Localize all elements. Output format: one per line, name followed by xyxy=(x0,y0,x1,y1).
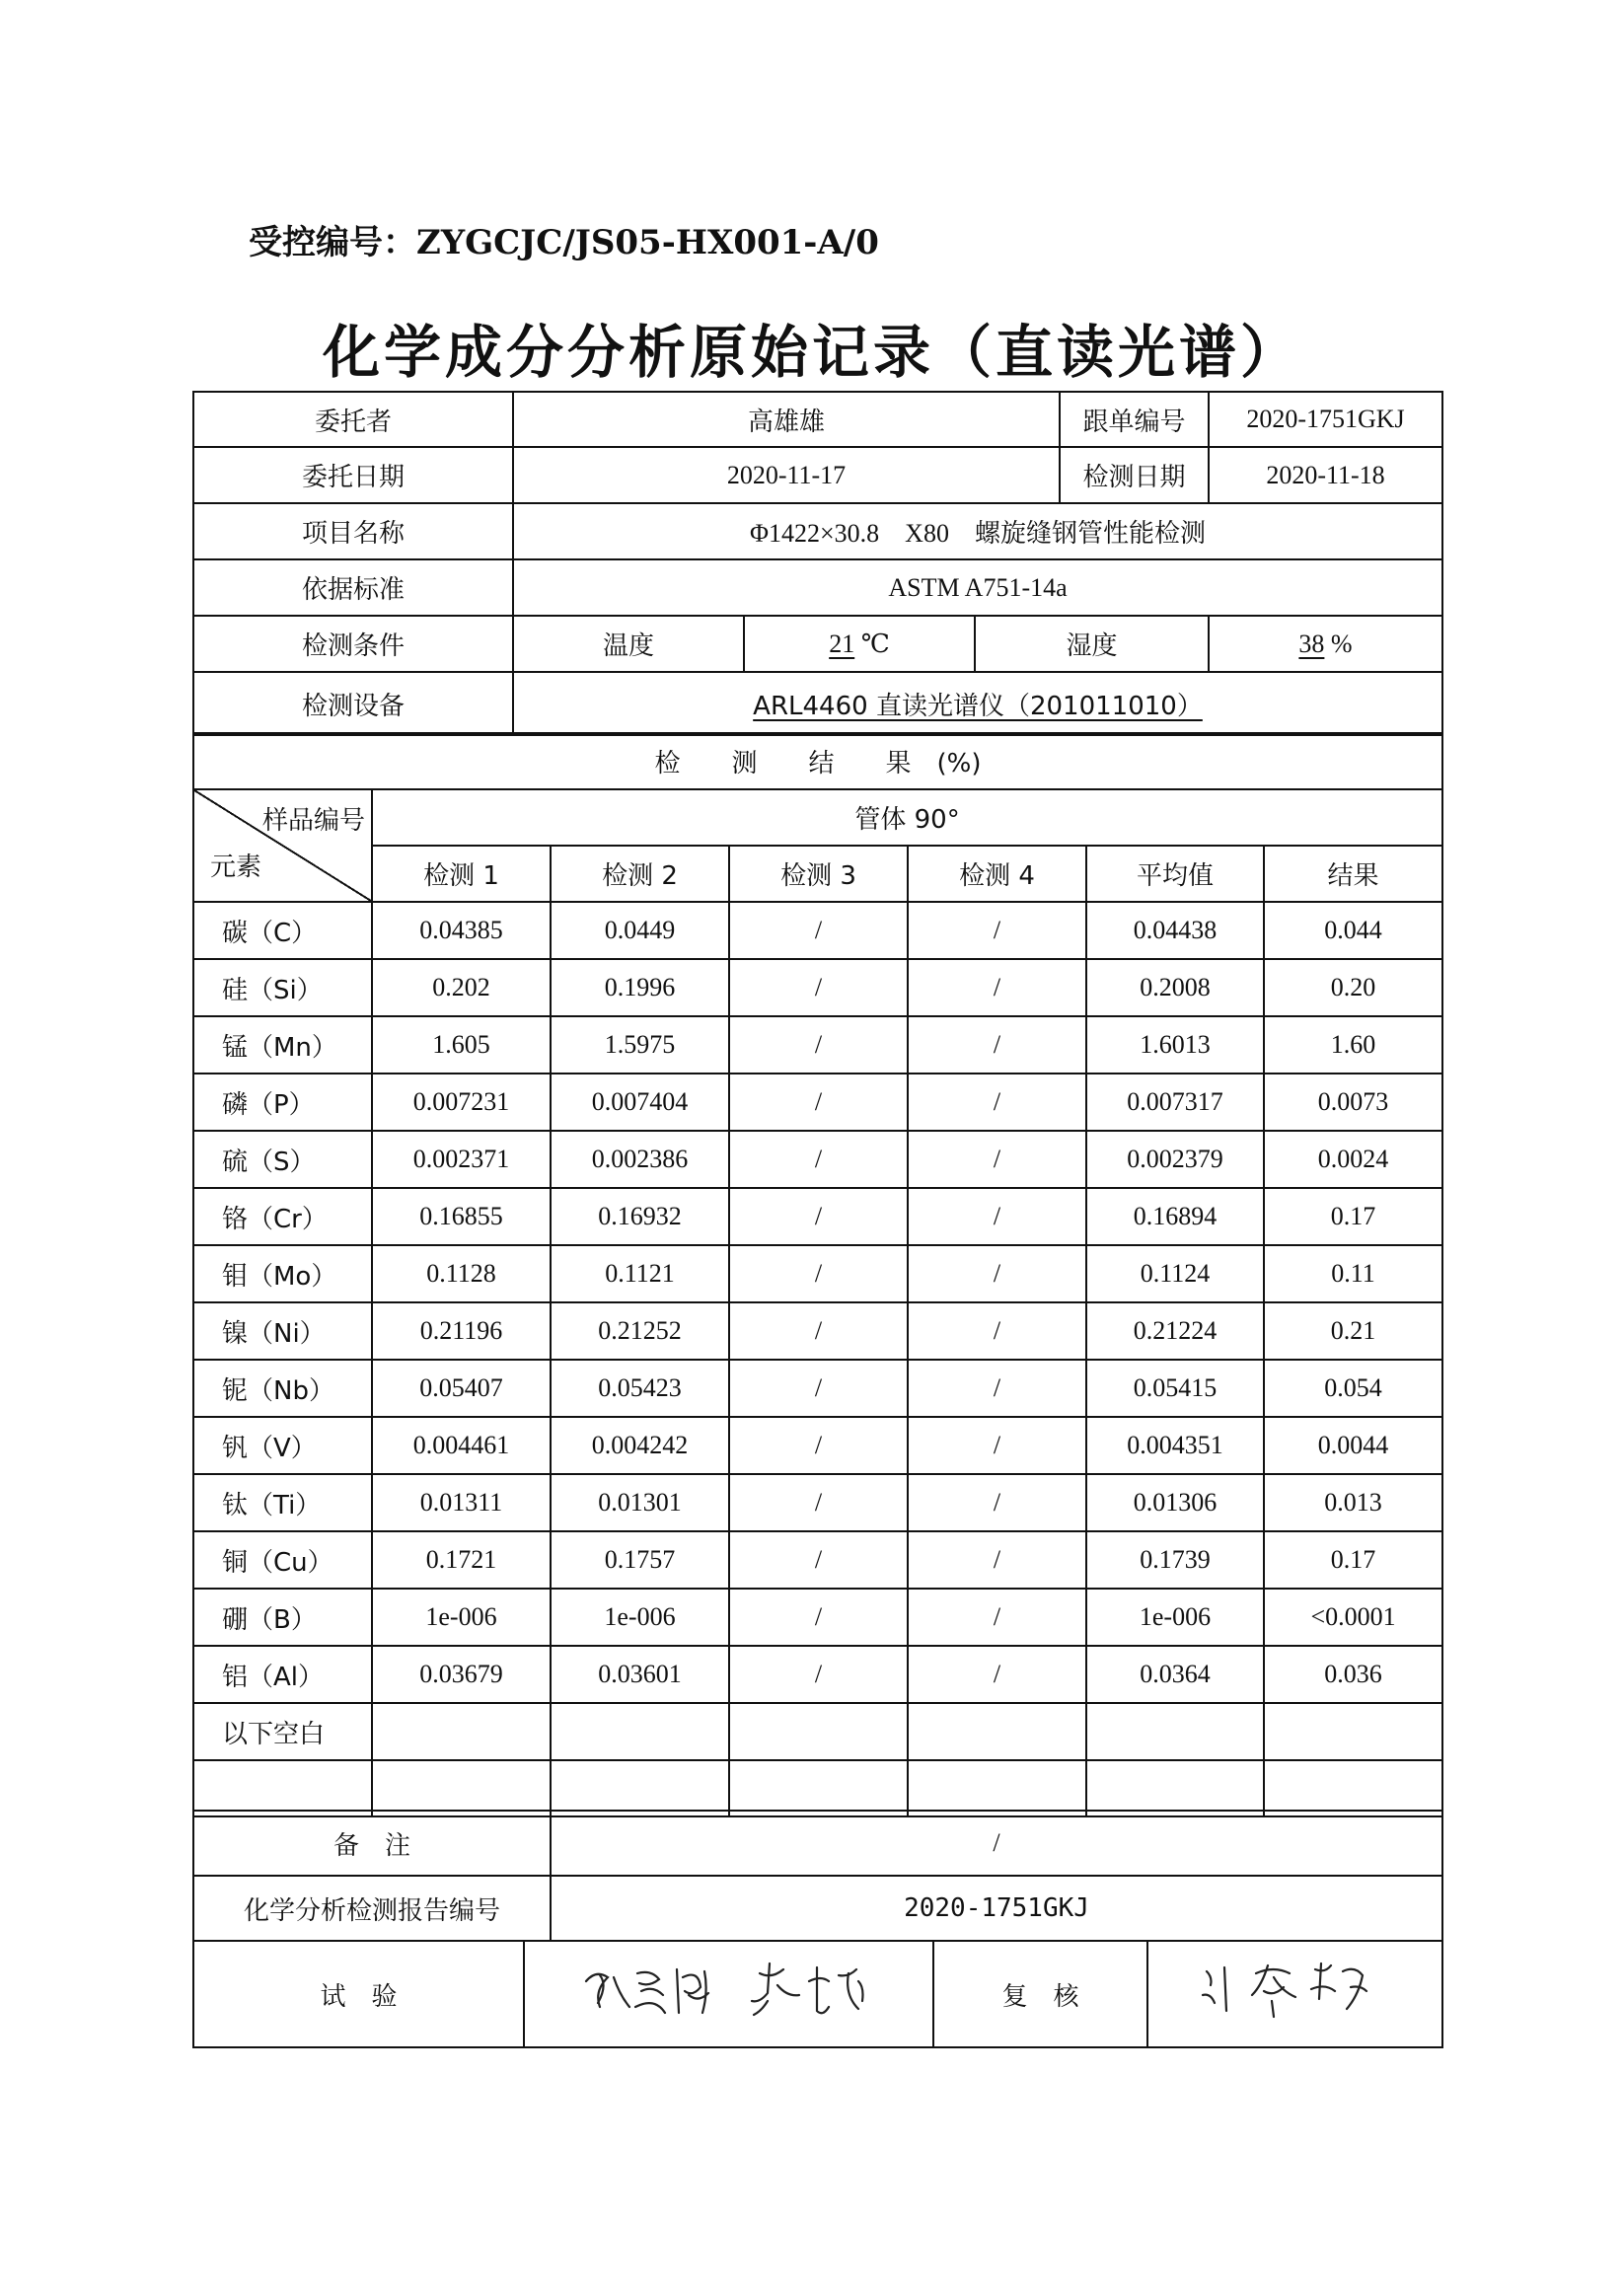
table-row xyxy=(193,1245,1442,1302)
result-cell xyxy=(908,1760,1086,1816)
result-cell: 0.0364 xyxy=(1086,1646,1264,1703)
temperature-number: 21 xyxy=(829,629,855,658)
result-cell: / xyxy=(908,1074,1086,1131)
report-no-value: 2020-1751GKJ xyxy=(551,1876,1442,1941)
table-row xyxy=(193,1531,1442,1589)
result-cell: / xyxy=(908,1646,1086,1703)
result-cell: 0.054 xyxy=(1264,1360,1442,1417)
tester-label: 试 验 xyxy=(193,1941,524,2047)
result-cell: 0.05407 xyxy=(372,1360,551,1417)
element-label: 元素 xyxy=(210,852,262,882)
element-name: 钒（V） xyxy=(193,1417,372,1474)
result-cell: / xyxy=(729,1245,908,1302)
result-cell: 1e-006 xyxy=(551,1589,729,1646)
column-header: 检测 1 xyxy=(372,846,551,902)
result-cell xyxy=(1086,1760,1264,1816)
result-cell: / xyxy=(729,1302,908,1360)
element-name: 钼（Mo） xyxy=(193,1245,372,1302)
result-cell xyxy=(1086,1703,1264,1760)
standard-value: ASTM A751-14a xyxy=(513,559,1442,616)
element-name: 硅（Si） xyxy=(193,959,372,1016)
result-cell xyxy=(372,1703,551,1760)
result-cell: 0.16855 xyxy=(372,1188,551,1245)
test-date-label: 检测日期 xyxy=(1060,447,1209,503)
column-header: 平均值 xyxy=(1086,846,1264,902)
result-cell: / xyxy=(729,1131,908,1188)
result-cell: 1.605 xyxy=(372,1016,551,1074)
result-cell: 0.1757 xyxy=(551,1531,729,1589)
result-cell: 0.0073 xyxy=(1264,1074,1442,1131)
table-row xyxy=(193,902,1442,959)
result-cell: <0.0001 xyxy=(1264,1589,1442,1646)
result-cell: / xyxy=(908,1589,1086,1646)
test-date-value: 2020-11-18 xyxy=(1209,447,1442,503)
result-cell: / xyxy=(908,1016,1086,1074)
signature-table xyxy=(192,1940,1443,2048)
result-cell: / xyxy=(908,1531,1086,1589)
result-cell: 1.60 xyxy=(1264,1016,1442,1074)
result-cell: / xyxy=(729,902,908,959)
result-cell: 0.044 xyxy=(1264,902,1442,959)
result-cell: 0.002386 xyxy=(551,1131,729,1188)
table-row xyxy=(193,1417,1442,1474)
result-cell: 0.1124 xyxy=(1086,1245,1264,1302)
element-name: 铌（Nb） xyxy=(193,1360,372,1417)
results-section-title: 检 测 结 果 (%) xyxy=(193,733,1442,789)
result-cell: 0.01306 xyxy=(1086,1474,1264,1531)
result-cell xyxy=(908,1703,1086,1760)
column-header: 检测 4 xyxy=(908,846,1086,902)
sample-no-label: 样品编号 xyxy=(261,806,365,836)
table-row xyxy=(193,1360,1442,1417)
humidity-value xyxy=(1209,616,1442,672)
element-name: 铜（Cu） xyxy=(193,1531,372,1589)
table-row xyxy=(193,1589,1442,1646)
result-cell: 0.04385 xyxy=(372,902,551,959)
result-cell: 0.004242 xyxy=(551,1417,729,1474)
result-cell xyxy=(729,1760,908,1816)
table-row xyxy=(193,1188,1442,1245)
element-name: 以下空白 xyxy=(193,1703,372,1760)
result-cell: / xyxy=(908,1360,1086,1417)
element-name: 钛（Ti） xyxy=(193,1474,372,1531)
result-cell: 0.16932 xyxy=(551,1188,729,1245)
remarks-value: / xyxy=(551,1811,1442,1876)
result-cell: 0.03679 xyxy=(372,1646,551,1703)
commission-date-label: 委托日期 xyxy=(193,447,513,503)
remarks-label: 备 注 xyxy=(193,1811,551,1876)
result-cell: 0.202 xyxy=(372,959,551,1016)
result-cell: / xyxy=(729,1417,908,1474)
result-cell: 0.0449 xyxy=(551,902,729,959)
tester-signature xyxy=(524,1941,933,2047)
result-cell: 1.6013 xyxy=(1086,1016,1264,1074)
result-cell: / xyxy=(908,1302,1086,1360)
result-cell: 0.007317 xyxy=(1086,1074,1264,1131)
document-title: 化学成分分析原始记录（直读光谱） xyxy=(322,319,1301,386)
result-cell: 1e-006 xyxy=(372,1589,551,1646)
column-header: 检测 2 xyxy=(551,846,729,902)
tester-signature-image xyxy=(566,1952,892,2031)
result-cell: / xyxy=(729,1646,908,1703)
element-name: 锰（Mn） xyxy=(193,1016,372,1074)
column-header: 检测 3 xyxy=(729,846,908,902)
info-table xyxy=(192,391,1443,736)
result-cell: 1.5975 xyxy=(551,1016,729,1074)
result-cell: 0.17 xyxy=(1264,1531,1442,1589)
result-cell: 0.1128 xyxy=(372,1245,551,1302)
result-cell: 0.1996 xyxy=(551,959,729,1016)
result-cell: 0.21196 xyxy=(372,1302,551,1360)
result-cell: 0.1721 xyxy=(372,1531,551,1589)
reviewer-signature xyxy=(1147,1941,1442,2047)
element-sample-header xyxy=(193,789,372,902)
humidity-label: 湿度 xyxy=(975,616,1209,672)
temperature-unit: ℃ xyxy=(860,629,890,658)
humidity-number: 38 xyxy=(1298,629,1325,658)
result-cell xyxy=(1264,1703,1442,1760)
table-row xyxy=(193,1302,1442,1360)
result-cell: 0.03601 xyxy=(551,1646,729,1703)
result-cell: / xyxy=(729,1188,908,1245)
result-cell: 0.036 xyxy=(1264,1646,1442,1703)
result-cell: / xyxy=(729,959,908,1016)
commission-date-value: 2020-11-17 xyxy=(513,447,1060,503)
result-cell: / xyxy=(729,1589,908,1646)
result-cell: / xyxy=(908,902,1086,959)
result-cell: / xyxy=(729,1474,908,1531)
equipment-label: 检测设备 xyxy=(193,672,513,735)
table-row xyxy=(193,1760,1442,1816)
result-cell: 0.002379 xyxy=(1086,1131,1264,1188)
result-cell: 0.007231 xyxy=(372,1074,551,1131)
element-name: 硫（S） xyxy=(193,1131,372,1188)
column-header: 结果 xyxy=(1264,846,1442,902)
reviewer-label: 复 核 xyxy=(933,1941,1147,2047)
result-cell: 0.20 xyxy=(1264,959,1442,1016)
result-cell: 0.004461 xyxy=(372,1417,551,1474)
equipment-value xyxy=(513,672,1442,735)
table-row xyxy=(193,1703,1442,1760)
result-cell: 0.01301 xyxy=(551,1474,729,1531)
result-cell: 0.1121 xyxy=(551,1245,729,1302)
result-cell: 0.05415 xyxy=(1086,1360,1264,1417)
result-cell: / xyxy=(729,1531,908,1589)
table-row xyxy=(193,1074,1442,1131)
result-cell: 0.0024 xyxy=(1264,1131,1442,1188)
result-cell: 0.002371 xyxy=(372,1131,551,1188)
result-cell: / xyxy=(908,1131,1086,1188)
result-cell: 0.007404 xyxy=(551,1074,729,1131)
control-number: 受控编号：ZYGCJC/JS05-HX001-A/0 xyxy=(249,223,879,262)
element-name: 镍（Ni） xyxy=(193,1302,372,1360)
result-cell: 0.01311 xyxy=(372,1474,551,1531)
result-cell: 0.21252 xyxy=(551,1302,729,1360)
client-value: 高雄雄 xyxy=(513,392,1060,447)
order-no-label: 跟单编号 xyxy=(1060,392,1209,447)
result-rows xyxy=(193,902,1442,1816)
result-cell xyxy=(729,1703,908,1760)
result-cell: 0.2008 xyxy=(1086,959,1264,1016)
results-table xyxy=(192,732,1443,1817)
element-name: 铬（Cr） xyxy=(193,1188,372,1245)
result-cell xyxy=(1264,1760,1442,1816)
result-cell: / xyxy=(908,959,1086,1016)
result-cell: 0.013 xyxy=(1264,1474,1442,1531)
element-name: 磷（P） xyxy=(193,1074,372,1131)
temperature-label: 温度 xyxy=(513,616,744,672)
result-cell: 0.17 xyxy=(1264,1188,1442,1245)
result-cell: / xyxy=(908,1245,1086,1302)
result-cell: / xyxy=(729,1016,908,1074)
result-cell xyxy=(551,1703,729,1760)
report-no-label: 化学分析检测报告编号 xyxy=(193,1876,551,1941)
result-cell: 0.0044 xyxy=(1264,1417,1442,1474)
result-cell: 0.21 xyxy=(1264,1302,1442,1360)
footer-table xyxy=(192,1810,1443,1942)
table-row xyxy=(193,1474,1442,1531)
result-cell xyxy=(551,1760,729,1816)
sample-name: 管体 90° xyxy=(372,789,1442,846)
element-name: 铝（Al） xyxy=(193,1646,372,1703)
table-row xyxy=(193,1016,1442,1074)
result-cell: / xyxy=(908,1417,1086,1474)
table-row xyxy=(193,959,1442,1016)
result-cell: 0.1739 xyxy=(1086,1531,1264,1589)
result-cell: 0.04438 xyxy=(1086,902,1264,959)
result-cell: 0.21224 xyxy=(1086,1302,1264,1360)
result-cell: 0.004351 xyxy=(1086,1417,1264,1474)
element-name: 硼（B） xyxy=(193,1589,372,1646)
result-cell: 0.05423 xyxy=(551,1360,729,1417)
result-cell: / xyxy=(908,1188,1086,1245)
order-no-value: 2020-1751GKJ xyxy=(1209,392,1442,447)
project-label: 项目名称 xyxy=(193,503,513,559)
temperature-value xyxy=(744,616,975,672)
result-cell: / xyxy=(729,1074,908,1131)
result-cell: 0.11 xyxy=(1264,1245,1442,1302)
equipment-name: ARL4460 直读光谱仪（201011010） xyxy=(753,691,1203,721)
result-cell: 1e-006 xyxy=(1086,1589,1264,1646)
humidity-unit: % xyxy=(1330,629,1353,658)
standard-label: 依据标准 xyxy=(193,559,513,616)
conditions-label: 检测条件 xyxy=(193,616,513,672)
result-cell: 0.16894 xyxy=(1086,1188,1264,1245)
result-cell: / xyxy=(729,1360,908,1417)
element-name: 碳（C） xyxy=(193,902,372,959)
result-cell: / xyxy=(908,1474,1086,1531)
table-row xyxy=(193,1131,1442,1188)
element-name xyxy=(193,1760,372,1816)
result-cell xyxy=(372,1760,551,1816)
table-row xyxy=(193,1646,1442,1703)
client-label: 委托者 xyxy=(193,392,513,447)
project-value: Φ1422×30.8 X80 螺旋缝钢管性能检测 xyxy=(513,503,1442,559)
reviewer-signature-image xyxy=(1177,1952,1414,2031)
